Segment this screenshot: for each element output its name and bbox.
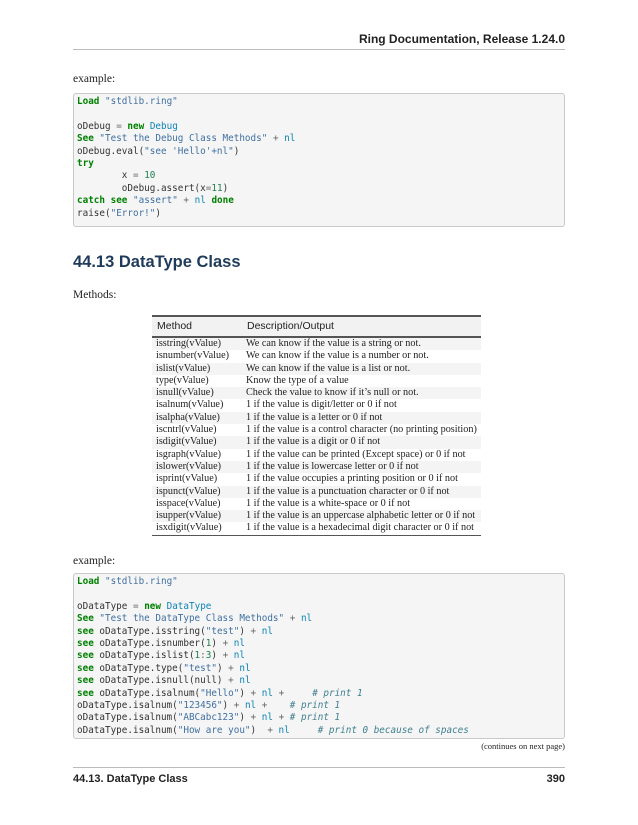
header-divider xyxy=(73,49,565,50)
table-row xyxy=(152,522,481,535)
description-cell: 1 if the value is lowercase letter or 0 if not xyxy=(242,461,481,473)
method-cell: isgraph(vValue) xyxy=(156,448,222,460)
table-row xyxy=(152,473,481,485)
method-cell: islower(vValue) xyxy=(152,461,242,473)
description-cell: Check the value to know if it’s null or not. xyxy=(242,387,481,399)
table-row xyxy=(152,387,481,399)
table-row xyxy=(152,412,481,424)
table-row xyxy=(152,449,481,461)
footer-divider xyxy=(73,767,565,768)
page-header: Ring Documentation, Release 1.24.0 xyxy=(358,32,565,46)
code-block-debug-example: Load "stdlib.ring" oDebug = new Debug See "Test the Debug Class Methods" + nl oDebug.eval("see 'Hello'+nl") try x = 10 oDebug.assert(x=11) catch see "assert" + nl done raise("Error!") xyxy=(73,93,565,227)
method-cell: isalpha(vValue) xyxy=(152,412,242,424)
table-row xyxy=(152,498,481,510)
page-number: 390 xyxy=(546,773,565,785)
column-header-method: Method xyxy=(152,316,242,337)
methods-label: Methods: xyxy=(73,289,117,301)
description-cell: 1 if the value is a hexadecimal digit character or 0 if not xyxy=(242,522,481,535)
description-cell: 1 if the value is a punctuation character or 0 if not xyxy=(242,486,481,498)
table-row xyxy=(152,424,481,436)
method-cell: type(vValue) xyxy=(156,374,209,386)
method-cell: ispunct(vValue) xyxy=(152,486,242,498)
description-cell: Know the type of a value xyxy=(246,374,349,386)
method-cell: isdigit(vValue) xyxy=(152,436,242,448)
description-cell: 1 if the value is a white-space or 0 if not xyxy=(246,497,411,509)
description-cell: We can know if the value is a string or not. xyxy=(242,337,481,350)
methods-table xyxy=(152,315,481,536)
description-cell: 1 if the value is digit/letter or 0 if not xyxy=(246,399,397,411)
description-cell: 1 if the value occupies a printing position or 0 if not xyxy=(246,473,458,485)
description-cell: 1 if the value is a letter or 0 if not xyxy=(242,412,481,424)
method-cell: isupper(vValue) xyxy=(152,510,242,522)
description-cell: We can know if the value is a list or not. xyxy=(242,363,481,375)
method-cell: isxdigit(vValue) xyxy=(152,522,242,535)
continues-note: (continues on next page) xyxy=(481,741,565,751)
method-cell: isnumber(vValue) xyxy=(156,350,229,362)
section-title: 44.13 DataType Class xyxy=(73,253,241,271)
description-cell: 1 if the value is an uppercase alphabetic letter or 0 if not xyxy=(242,510,481,522)
table-row xyxy=(152,375,481,387)
method-cell: isstring(vValue) xyxy=(152,337,242,350)
table-row xyxy=(152,486,481,498)
table-row xyxy=(152,399,481,411)
table-row xyxy=(152,337,481,350)
method-cell: isprint(vValue) xyxy=(156,473,218,485)
table-row xyxy=(152,436,481,448)
description-cell: We can know if the value is a number or not. xyxy=(246,350,429,362)
method-cell: isspace(vValue) xyxy=(156,497,221,509)
example-label: example: xyxy=(73,73,116,85)
table-row xyxy=(152,363,481,375)
table-row xyxy=(152,350,481,362)
page-footer xyxy=(73,773,565,785)
column-header-description: Description/Output xyxy=(242,316,481,337)
code-block-datatype-example: Load "stdlib.ring" oDataType = new DataType See "Test the DataType Class Methods" + nl see oDataType.isstring("test") + nl see oDataType.isnumber(1) + nl see oDataType.islist(1:3) + nl see oDataType.type("test") + nl see oDataType.isnull(null) + nl see oDataType.isalnum("Hello") + nl + # print 1 oDataType.isalnum("123456") + nl + # print 1 oDataType.isalnum("ABCabc123") + nl + # print 1 oDataType.isalnum("How are you") + nl # print 0 because of spaces xyxy=(73,573,565,739)
method-cell: islist(vValue) xyxy=(152,363,242,375)
method-cell: isnull(vValue) xyxy=(152,387,242,399)
footer-section: 44.13. DataType Class xyxy=(73,773,188,785)
description-cell: 1 if the value is a control character (no printing position) xyxy=(246,424,477,436)
table-row xyxy=(152,461,481,473)
description-cell: 1 if the value is a digit or 0 if not xyxy=(242,436,481,448)
method-cell: iscntrl(vValue) xyxy=(156,424,217,436)
method-cell: isalnum(vValue) xyxy=(156,399,224,411)
description-cell: 1 if the value can be printed (Except space) or 0 if not xyxy=(246,448,466,460)
table-row xyxy=(152,510,481,522)
table-header-row xyxy=(152,316,481,337)
example-label: example: xyxy=(73,555,116,567)
